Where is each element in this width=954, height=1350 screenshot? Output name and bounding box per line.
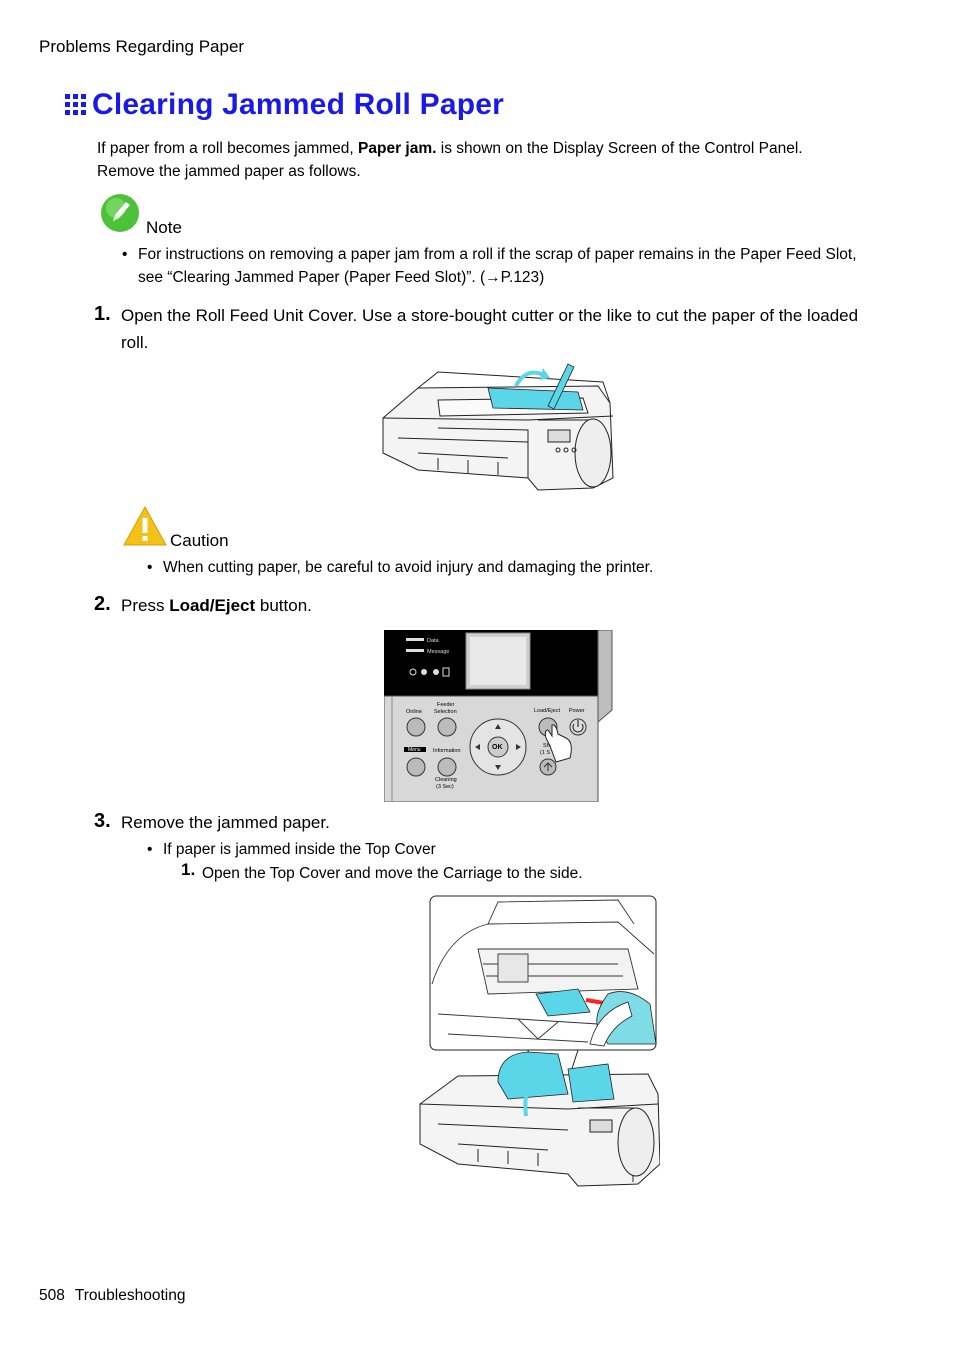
bullet: • <box>122 246 128 263</box>
note-label: Note <box>146 218 182 237</box>
step3-bullet-item <box>147 838 436 861</box>
online-label: Online <box>406 709 422 715</box>
feeder-label-2: Selection <box>434 709 457 715</box>
note-item <box>122 243 862 289</box>
substep-text-1: Open the Top Cover and move the Carriage to the side. <box>202 865 583 882</box>
caution-item <box>147 556 653 579</box>
intro-paragraph <box>97 137 897 183</box>
intro-bold-message: Paper jam. <box>358 140 437 157</box>
shift-label-2: (1 S <box>540 750 551 756</box>
step-number-2: 2. <box>94 593 111 615</box>
information-label: Information <box>433 748 461 754</box>
running-header: Problems Regarding Paper <box>39 37 245 56</box>
page-title: Clearing Jammed Roll Paper <box>92 88 505 121</box>
cleaning-label-1: Cleaning <box>435 777 457 783</box>
power-button-label: Power <box>569 708 585 714</box>
top-cover-jam-illustration <box>418 894 660 1190</box>
control-panel-illustration <box>384 630 614 802</box>
load-eject-label: Load/Eject <box>169 596 256 615</box>
step-text-1: Open the Roll Feed Unit Cover. Use a store-bought cutter or the like to cut the paper of the loaded roll. <box>121 306 859 352</box>
ok-button-label: OK <box>492 744 503 751</box>
intro-line-2: Remove the jammed paper as follows. <box>97 163 361 180</box>
step3-bullet-text: If paper is jammed inside the Top Cover <box>163 841 436 858</box>
substep-number-1: 1. <box>181 860 196 879</box>
printer-roll-cover-illustration <box>378 358 620 493</box>
bullet: • <box>147 559 153 576</box>
grid-icon <box>64 93 88 117</box>
bullet: • <box>147 841 153 858</box>
feeder-label-1: Feeder <box>437 702 455 708</box>
step-number-1: 1. <box>94 303 111 325</box>
page-number: 508 <box>39 1287 65 1304</box>
intro-text: If paper from a roll becomes jammed, <box>97 140 359 157</box>
load-eject-button-label: Load/Eject <box>534 708 560 714</box>
intro-text-tail: is shown on the Display Screen of the Control Panel. <box>436 140 803 157</box>
section-title <box>64 88 504 122</box>
caution-triangle-icon <box>122 505 168 547</box>
shift-label-1: Sh <box>543 743 550 749</box>
menu-label: Menu <box>408 747 421 753</box>
step2-text-after: button. <box>255 596 312 615</box>
step-text-2 <box>121 592 312 619</box>
step2-text-before: Press <box>121 596 170 615</box>
message-indicator-label: Message <box>427 649 450 655</box>
cleaning-label-2: (3 Sec) <box>436 784 454 790</box>
page-footer <box>39 1287 185 1305</box>
caution-label: Caution <box>170 531 229 550</box>
footer-section: Troubleshooting <box>74 1287 186 1304</box>
caution-text: When cutting paper, be careful to avoid injury and damaging the printer. <box>163 559 654 576</box>
step-text-3: Remove the jammed paper. <box>121 813 330 832</box>
data-indicator-label: Data <box>427 638 439 644</box>
note-pencil-icon <box>99 192 141 234</box>
note-text: For instructions on removing a paper jam from a roll if the scrap of paper remains in the Paper Feed Slot, see “Clearing Jammed Paper (Paper Feed Slot)”. (→P.123) <box>138 246 857 286</box>
step-number-3: 3. <box>94 810 111 832</box>
